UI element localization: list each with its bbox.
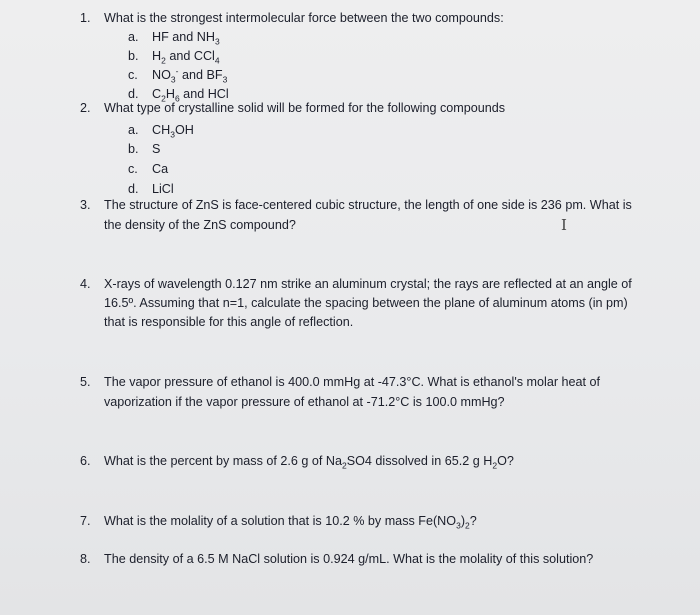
q3-number: 3. — [80, 198, 91, 212]
q2-option-d-letter: d. — [128, 182, 139, 196]
q2-option-b-letter: b. — [128, 142, 139, 156]
q1-number: 1. — [80, 11, 91, 25]
q2-option-c: Ca — [152, 162, 169, 176]
text-cursor-icon: I — [561, 216, 567, 234]
q2-option-d: LiCl — [152, 182, 174, 196]
q1-option-d: $C_2H_6$ and HCl — [152, 87, 229, 104]
q1-option-b: $H_2$ and CCl$_4$ — [152, 49, 220, 66]
q1-option-c-letter: c. — [128, 68, 138, 82]
q1-option-a-letter: a. — [128, 30, 139, 44]
q1-option-a: HF and $NH_3$ — [152, 30, 220, 47]
q2-option-c-letter: c. — [128, 162, 138, 176]
q4-line-1: X-rays of wavelength 0.127 nm strike an aluminum crystal; the rays are reflected at an angle of — [104, 277, 632, 291]
q4-line-3: that is responsible for this angle of reflection. — [104, 315, 354, 329]
q1-option-b-letter: b. — [128, 49, 139, 63]
q2-number: 2. — [80, 101, 91, 115]
q4-number: 4. — [80, 277, 91, 291]
q4-line-2: 16.5º. Assuming that n=1, calculate the spacing between the plane of aluminum atoms (in pm) — [104, 296, 628, 310]
q7-text: What is the molality of a solution that is 10.2 % by mass $Fe(NO_3)_2$? — [104, 514, 477, 531]
q8-number: 8. — [80, 552, 91, 566]
q2-text: What type of crystalline solid will be formed for the following compounds — [104, 101, 506, 115]
q1-option-d-letter: d. — [128, 87, 139, 101]
q2-option-a: $CH_3OH$ — [152, 123, 194, 140]
q6-number: 6. — [80, 454, 91, 468]
q5-line-1: The vapor pressure of ethanol is 400.0 mmHg at -47.3°C. What is ethanol's molar heat of — [104, 375, 601, 389]
q1-text: What is the strongest intermolecular force between the two compounds: — [104, 11, 504, 25]
q5-number: 5. — [80, 375, 91, 389]
q3-line-2: the density of the ZnS compound? — [104, 218, 296, 232]
q6-text: What is the percent by mass of 2.6 g of $Na_2SO4$ dissolved in 65.2 g $H_2O$? — [104, 454, 514, 471]
q3-line-1: The structure of ZnS is face-centered cubic structure, the length of one side is 236 pm. What is — [104, 198, 632, 212]
q2-option-a-letter: a. — [128, 123, 139, 137]
q5-line-2: vaporization if the vapor pressure of ethanol at -71.2°C is 100.0 mmHg? — [104, 395, 505, 409]
q2-option-b: S — [152, 142, 161, 156]
q8-text: The density of a 6.5 M NaCl solution is 0.924 g/mL. What is the molality of this solution? — [104, 552, 594, 566]
q1-option-c: $NO_3^-$ and $BF_3$ — [152, 65, 228, 85]
q7-number: 7. — [80, 514, 91, 528]
